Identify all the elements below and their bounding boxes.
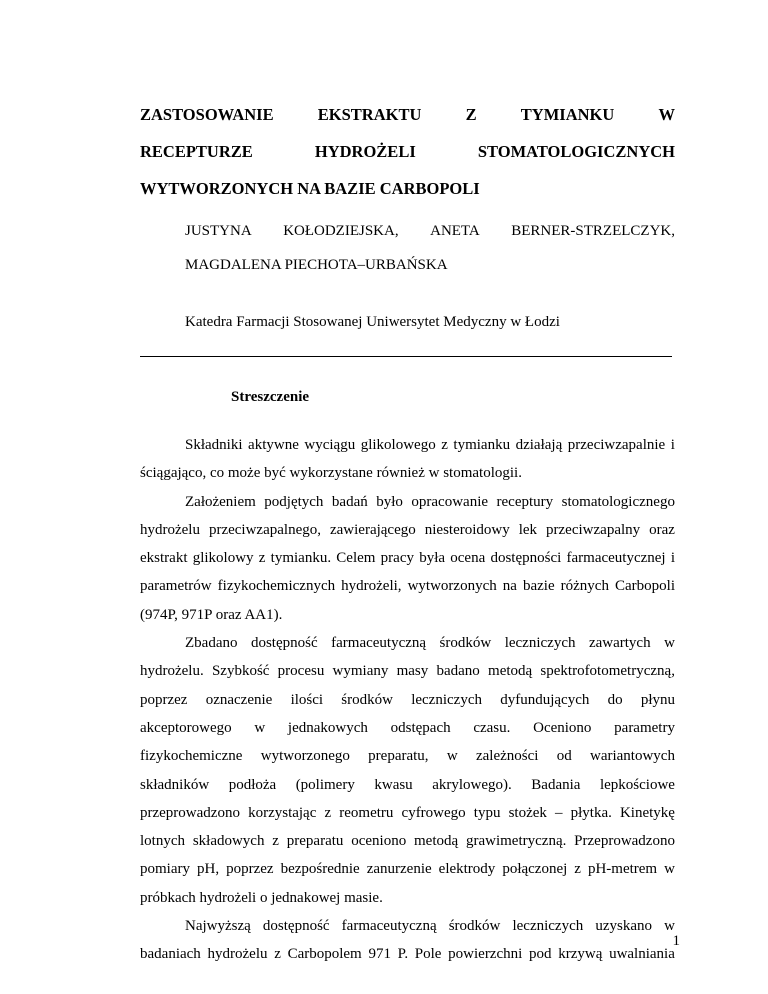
- word: farmaceutyczną: [331, 635, 427, 652]
- word: hydrożelu.: [140, 663, 204, 680]
- word: JUSTYNA: [185, 223, 252, 239]
- word: wymiany: [332, 663, 389, 680]
- word: płytka.: [570, 804, 612, 821]
- text-line: [140, 771, 675, 799]
- abstract-heading: Streszczenie: [231, 389, 310, 405]
- word: pod: [529, 946, 552, 963]
- author-list: [185, 214, 675, 282]
- word: pomiary: [140, 861, 190, 878]
- word: była: [419, 550, 446, 567]
- text-line: [140, 516, 675, 544]
- word: opracowanie: [411, 493, 489, 510]
- word: lotnych: [140, 833, 185, 850]
- word: na: [502, 578, 517, 595]
- word: z: [258, 550, 266, 567]
- text-line: [140, 686, 675, 714]
- word: w: [446, 748, 458, 765]
- word: ekstrakt: [140, 550, 188, 567]
- word: 971: [368, 946, 391, 963]
- word: wariantowych: [590, 748, 675, 765]
- word: było: [376, 493, 403, 510]
- word: połączonej: [502, 861, 568, 878]
- text-line: [140, 572, 675, 600]
- word: MAGDALENA PIECHOTA–URBAŃSKA: [185, 257, 448, 273]
- word: od: [556, 748, 572, 765]
- word: KOŁODZIEJSKA,: [283, 223, 399, 239]
- word: różnych: [560, 578, 609, 595]
- word: dostępność: [262, 918, 330, 935]
- word: w: [664, 861, 675, 878]
- word: TYMIANKU: [520, 105, 615, 124]
- word: ściągająco, co może być wykorzystane również w stomatologii.: [140, 465, 522, 482]
- word: z: [574, 861, 581, 878]
- text-line: [140, 431, 675, 459]
- word: –: [555, 804, 563, 821]
- word: (974P, 971P oraz AA1).: [140, 606, 283, 623]
- word: korzystając: [248, 804, 317, 821]
- word: (polimery: [295, 776, 355, 793]
- word: Carbopolem: [287, 946, 362, 963]
- word: Przeprowadzono: [574, 833, 675, 850]
- word: farmaceutycznej: [566, 550, 666, 567]
- word: tymianku: [453, 437, 511, 453]
- word: składowych: [192, 833, 265, 850]
- title-line: [140, 133, 675, 170]
- word: w: [664, 918, 675, 935]
- word: w: [254, 719, 266, 736]
- word: i: [670, 437, 675, 453]
- word: leczniczych: [512, 918, 584, 935]
- word: oznaczenie: [205, 691, 273, 708]
- word: STOMATOLOGICZNYCH: [477, 142, 675, 161]
- word: z: [324, 804, 332, 821]
- word: dostępności: [490, 550, 562, 567]
- word: Oceniono: [533, 719, 592, 736]
- word: hydrożelu: [207, 946, 268, 963]
- word: pH-metrem: [587, 861, 658, 878]
- abstract-body: [140, 431, 675, 969]
- word: badano: [436, 663, 480, 680]
- word: powierzchni: [448, 946, 523, 963]
- word: W: [658, 105, 675, 124]
- word: leczniczych: [504, 635, 576, 652]
- word: zawartych: [588, 635, 651, 652]
- page-number: 1: [672, 933, 680, 949]
- text-line: [140, 799, 675, 827]
- word: oceniono: [351, 833, 407, 850]
- word: receptury: [496, 493, 554, 510]
- word: wyciągu: [304, 437, 356, 453]
- word: EKSTRAKTU: [317, 105, 422, 124]
- word: krzywą: [558, 946, 603, 963]
- affiliation: Katedra Farmacji Stosowanej Uniwersytet Medyczny w Łodzi: [185, 314, 560, 330]
- word: próbkach hydrożeli o jednakowej masie.: [140, 889, 383, 906]
- word: pracy: [380, 550, 414, 567]
- word: hydrożelu: [140, 521, 200, 538]
- word: Szybkość: [211, 663, 270, 680]
- text-line: [140, 459, 675, 487]
- word: środków: [448, 918, 501, 935]
- word: hydrożeli,: [341, 578, 402, 595]
- text-line: [140, 657, 675, 685]
- word: działają: [515, 437, 563, 453]
- word: tymianku.: [270, 550, 332, 567]
- word: Najwyższą: [185, 918, 251, 935]
- word: składników: [140, 776, 210, 793]
- word: Założeniem: [185, 493, 256, 510]
- word: Składniki: [185, 437, 243, 453]
- text-line: [140, 601, 675, 629]
- word: preparatu: [286, 833, 344, 850]
- word: procesu: [277, 663, 325, 680]
- word: podjętych: [264, 493, 324, 510]
- word: środków: [439, 635, 492, 652]
- word: ANETA: [430, 223, 480, 239]
- word: poprzez: [140, 691, 188, 708]
- word: wytworzonego: [260, 748, 350, 765]
- word: Zbadano: [185, 635, 238, 652]
- word: odstępach: [390, 719, 451, 736]
- word: leczniczych: [411, 691, 482, 708]
- text-line: [140, 912, 675, 940]
- word: zawierającego: [329, 521, 416, 538]
- word: Kinetykę: [619, 804, 675, 821]
- word: w: [664, 635, 675, 652]
- word: Carbopoli: [615, 578, 675, 595]
- word: przeciwzapalnie: [567, 437, 666, 453]
- word: parametrów: [140, 578, 212, 595]
- word: metodą: [414, 833, 459, 850]
- word: glikolowy: [192, 550, 254, 567]
- text-line: [140, 742, 675, 770]
- word: grawimetryczną.: [465, 833, 567, 850]
- word: środków: [341, 691, 393, 708]
- word: stożek: [508, 804, 547, 821]
- paper-title: [140, 96, 675, 207]
- word: typu: [473, 804, 501, 821]
- word: ocena: [450, 550, 486, 567]
- word: podłoża: [228, 776, 277, 793]
- word: wytworzonych: [407, 578, 497, 595]
- word: Pole: [414, 946, 442, 963]
- word: spektrofotometryczną,: [540, 663, 675, 680]
- word: ilości: [290, 691, 324, 708]
- word: preparatu,: [368, 748, 429, 765]
- word: badań: [331, 493, 368, 510]
- word: elektrody: [438, 861, 496, 878]
- text-line: [140, 855, 675, 883]
- word: fizykochemiczne: [140, 748, 243, 765]
- word: uzyskano: [595, 918, 652, 935]
- word: uwalniania: [609, 946, 675, 963]
- word: Z: [465, 105, 477, 124]
- word: akrylowego).: [432, 776, 512, 793]
- word: z: [272, 833, 279, 850]
- word: niesteroidowy: [424, 521, 510, 538]
- word: Celem: [336, 550, 376, 567]
- author-line: [185, 248, 675, 282]
- text-line: [140, 940, 675, 968]
- word: HYDROŻELI: [314, 142, 416, 161]
- word: przeciwzapalny: [546, 521, 641, 538]
- word: dostępność: [250, 635, 318, 652]
- title-line: [140, 96, 675, 133]
- word: akceptorowego: [140, 719, 232, 736]
- text-line: [140, 714, 675, 742]
- word: ZASTOSOWANIE: [140, 105, 274, 124]
- word: reometru: [339, 804, 394, 821]
- text-line: [140, 488, 675, 516]
- word: glikolowego: [360, 437, 436, 453]
- word: farmaceutyczną: [341, 918, 437, 935]
- word: masy: [396, 663, 429, 680]
- word: i: [670, 550, 675, 567]
- word: płynu: [640, 691, 675, 708]
- word: dyfundujących: [500, 691, 590, 708]
- word: parametry: [614, 719, 675, 736]
- word: badaniach: [140, 946, 201, 963]
- text-line: [140, 629, 675, 657]
- word: czasu.: [473, 719, 511, 736]
- word: oraz: [649, 521, 675, 538]
- word: P.: [397, 946, 409, 963]
- word: bezpośrednie: [280, 861, 360, 878]
- text-line: [140, 544, 675, 572]
- word: z: [274, 946, 281, 963]
- horizontal-rule: [140, 356, 672, 357]
- word: przeciwzapalnego,: [208, 521, 321, 538]
- word: fizykochemicznych: [217, 578, 336, 595]
- text-line: [140, 827, 675, 855]
- word: Badania: [531, 776, 581, 793]
- word: cyfrowego: [401, 804, 466, 821]
- word: jednakowych: [287, 719, 368, 736]
- word: kwasu: [374, 776, 413, 793]
- word: zanurzenie: [366, 861, 432, 878]
- word: aktywne: [248, 437, 299, 453]
- word: przeprowadzono: [140, 804, 240, 821]
- title-line: [140, 170, 675, 207]
- word: z: [441, 437, 448, 453]
- word: lepkościowe: [599, 776, 675, 793]
- word: lek: [518, 521, 538, 538]
- word: metodą: [488, 663, 533, 680]
- word: BERNER-STRZELCZYK,: [511, 223, 675, 239]
- word: WYTWORZONYCH NA BAZIE CARBOPOLI: [140, 179, 480, 198]
- word: bazie: [522, 578, 555, 595]
- word: stomatologicznego: [561, 493, 675, 510]
- word: zależności: [475, 748, 539, 765]
- word: poprzez: [226, 861, 274, 878]
- text-line: [140, 884, 675, 912]
- word: do: [607, 691, 623, 708]
- word: RECEPTURZE: [140, 142, 253, 161]
- author-line: [185, 214, 675, 248]
- word: pH,: [197, 861, 220, 878]
